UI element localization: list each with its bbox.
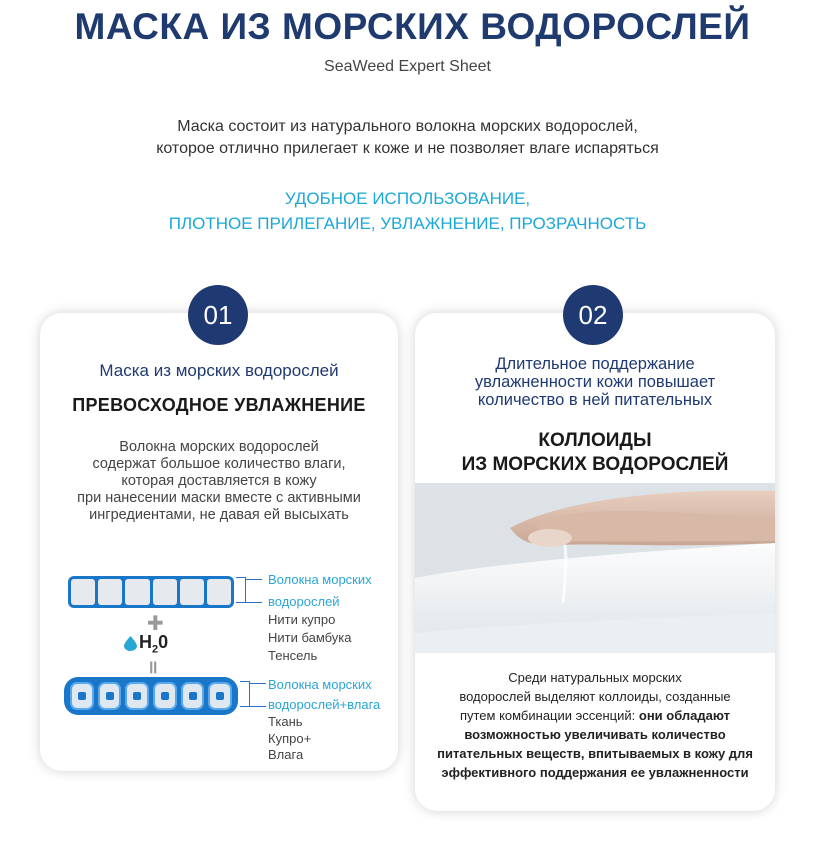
fiber-cell-wet xyxy=(98,682,122,710)
top-item: Нити купро xyxy=(268,612,336,627)
card2-description xyxy=(415,668,775,782)
fiber-strip-wet xyxy=(64,677,238,715)
fiber-cell xyxy=(71,579,95,605)
heading-line: Длительное поддержание xyxy=(495,355,695,373)
bracket-bottom xyxy=(240,681,250,707)
bottom-item: Влага xyxy=(268,747,304,762)
bracket-tick xyxy=(246,579,262,580)
bottom-item: Купро+ xyxy=(268,731,312,746)
card-colloids xyxy=(415,313,775,811)
h2o-label xyxy=(139,632,168,656)
bottom-label-line1: Волокна морских xyxy=(268,677,372,692)
intro-line: которое отлично прилегает к коже и не позволяет влаге испаряться xyxy=(156,140,659,157)
desc-line: при нанесении маски вместе с активными xyxy=(77,490,361,506)
desc-line xyxy=(415,725,775,744)
top-label-line1: Волокна морских xyxy=(268,572,372,587)
h2o-sub: 2 xyxy=(152,643,159,656)
heading-line: количество в ней питательных xyxy=(477,391,713,409)
top-label-line2: водорослей xyxy=(268,594,340,609)
card1-heading: Маска из морских водорослей xyxy=(99,361,339,380)
features-text xyxy=(0,186,815,236)
page-subtitle: SeaWeed Expert Sheet xyxy=(324,58,491,75)
top-item: Тенсель xyxy=(268,648,318,663)
desc-line: Среди натуральных морских xyxy=(508,670,682,685)
card1-description xyxy=(40,439,398,524)
fiber-cell xyxy=(125,579,149,605)
step-badge-01: 01 xyxy=(188,285,248,345)
bracket-tick xyxy=(246,602,262,603)
fiber-cell-wet xyxy=(70,682,94,710)
top-item: Нити бамбука xyxy=(268,630,352,645)
fiber-cell xyxy=(180,579,204,605)
fiber-cell xyxy=(207,579,231,605)
photo-illustration xyxy=(415,483,775,653)
card2-subheading xyxy=(415,429,775,477)
desc-line xyxy=(415,744,775,763)
desc-line: которая доставляется в кожу xyxy=(121,473,317,489)
subheading-line: ИЗ МОРСКИХ ВОДОРОСЛЕЙ xyxy=(461,454,729,475)
bracket-tick xyxy=(250,706,266,707)
desc-plain: путем комбинации эссенций: xyxy=(459,708,636,723)
card1-subheading: ПРЕВОСХОДНОЕ УВЛАЖНЕНИЕ xyxy=(72,395,366,415)
fiber-cell xyxy=(153,579,177,605)
fiber-strip-dry xyxy=(68,576,234,608)
fiber-cell-wet xyxy=(208,682,232,710)
card-moisturizing xyxy=(40,313,398,771)
heading-line: увлажненности кожи повышает xyxy=(474,373,716,391)
desc-bold: питательных веществ, впитываемых в кожу для xyxy=(437,746,753,761)
desc-line: ингредиентами, не давая ей высыхать xyxy=(89,507,349,523)
subheading-line: КОЛЛОИДЫ xyxy=(538,430,652,451)
desc-line: содержат большое количество влаги, xyxy=(92,456,346,472)
intro-text xyxy=(0,116,815,160)
equals-icon: ॥ xyxy=(147,657,158,677)
water-drop-icon xyxy=(124,636,137,651)
desc-line: Волокна морских водорослей xyxy=(119,439,319,455)
fiber-cell-wet xyxy=(181,682,205,710)
bracket-top xyxy=(236,577,246,603)
features-line: УДОБНОЕ ИСПОЛЬЗОВАНИЕ, xyxy=(284,189,531,208)
intro-line: Маска состоит из натурального волокна морских водорослей, xyxy=(177,118,638,135)
fiber-cell-wet xyxy=(125,682,149,710)
desc-bold: они обладают xyxy=(635,708,731,723)
features-line: ПЛОТНОЕ ПРИЛЕГАНИЕ, УВЛАЖНЕНИЕ, ПРОЗРАЧНОСТЬ xyxy=(168,214,647,233)
desc-bold: возможностью увеличивать количество xyxy=(464,727,726,742)
desc-line: водорослей выделяют коллоиды, созданные xyxy=(459,689,731,704)
h2o-o: 0 xyxy=(158,632,169,652)
fingers-touching-gel-photo xyxy=(415,483,775,653)
step-badge-02: 02 xyxy=(563,285,623,345)
card2-heading xyxy=(415,355,775,409)
h2o-h: H xyxy=(139,632,152,652)
desc-line xyxy=(415,706,775,725)
bracket-tick xyxy=(250,683,266,684)
bottom-item: Ткань xyxy=(268,714,303,729)
fiber-cell-wet xyxy=(153,682,177,710)
desc-line xyxy=(415,763,775,782)
fiber-cell xyxy=(98,579,122,605)
desc-bold: эффективного поддержания ее увлажненности xyxy=(441,765,749,780)
page-title: МАСКА ИЗ МОРСКИХ ВОДОРОСЛЕЙ xyxy=(74,6,751,47)
bottom-label-line2: водорослей+влага xyxy=(268,697,381,712)
plus-icon: ✚ xyxy=(147,613,164,635)
